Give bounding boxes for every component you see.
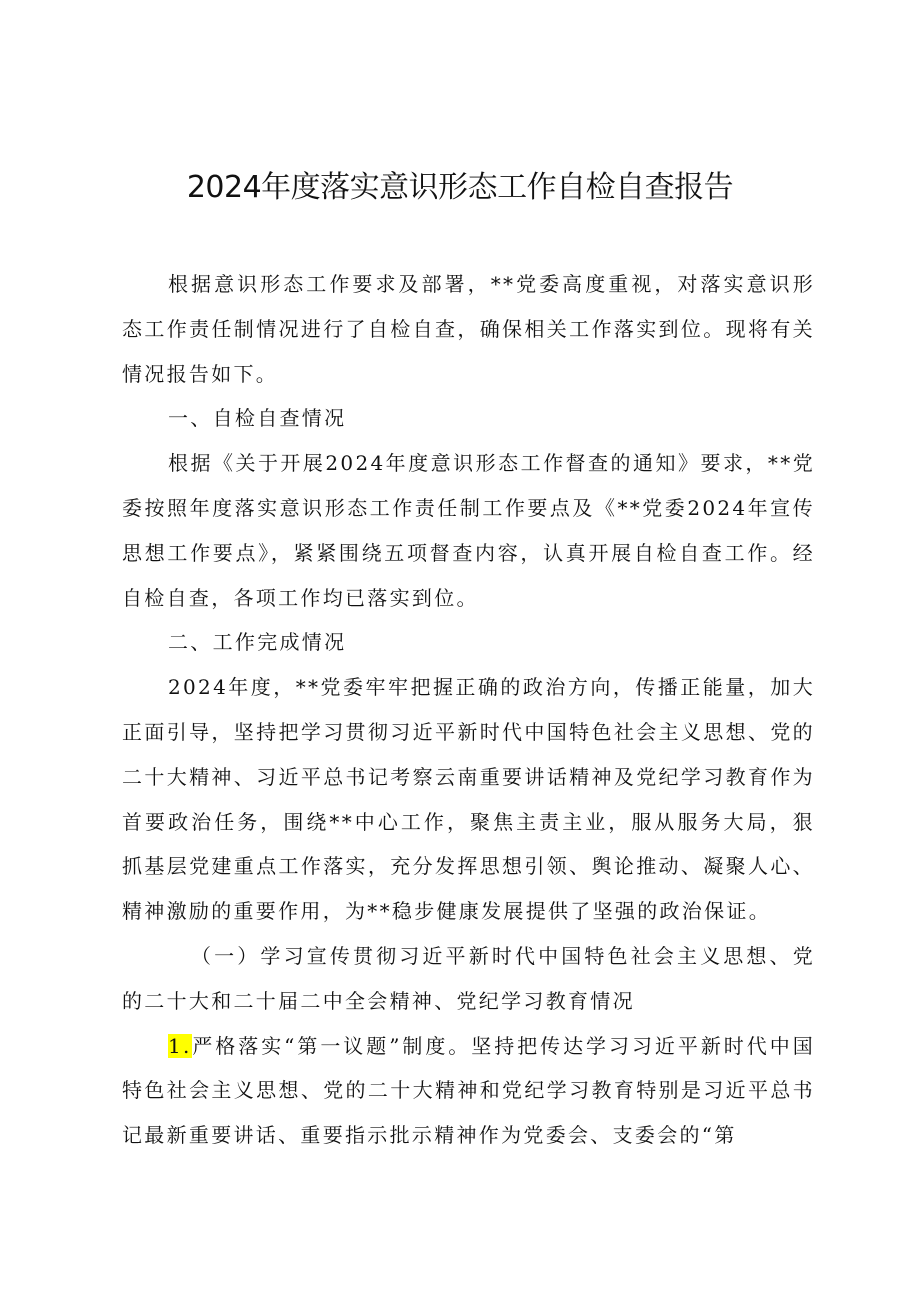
intro-paragraph: 根据意识形态工作要求及部署，**党委高度重视，对落实意识形态工作责任制情况进行了自检自查，确保相关工作落实到位。现将有关情况报告如下。 [122,272,815,386]
numbered-paragraph [122,1024,815,1158]
numbered-paragraph-text: 严格落实“第一议题”制度。坚持把传达学习习近平新时代中国特色社会主义思想、党的二十大精神和党纪学习教育特别是习近平总书记最新重要讲话、重要指示批示精神作为党委会、支委会的“第 [122,1033,815,1148]
subsection-heading-study: （一）学习宣传贯彻习近平新时代中国特色社会主义思想、党的二十大和二十届二中全会精神、党纪学习教育情况 [122,943,815,1013]
document-title: 2024年度落实意识形态工作自检自查报告 [186,170,734,205]
highlighted-item-number: 1. [168,1033,192,1058]
section-heading-self-check: 一、自检自查情况 [168,406,347,431]
section-heading-completion: 二、工作完成情况 [168,630,347,655]
self-check-paragraph: 根据《关于开展2024年度意识形态工作督查的通知》要求，**党委按照年度落实意识形态工作责任制工作要点及《**党委2024年宣传思想工作要点》，紧紧围绕五项督查内容，认真开展自检自查工作。经自检自查，各项工作均已落实到位。 [122,451,815,610]
document-body [122,262,815,1158]
completion-paragraph: 2024年度，**党委牢牢把握正确的政治方向，传播正能量，加大正面引导，坚持把学习贯彻习近平新时代中国特色社会主义思想、党的二十大精神、习近平总书记考察云南重要讲话精神及党纪学习教育作为首要政治任务，围绕**中心工作，聚焦主责主业，服从服务大局，狠抓基层党建重点工作落实，充分发挥思想引领、舆论推动、凝聚人心、精神激励的重要作用，为**稳步健康发展提供了坚强的政治保证。 [122,675,815,924]
